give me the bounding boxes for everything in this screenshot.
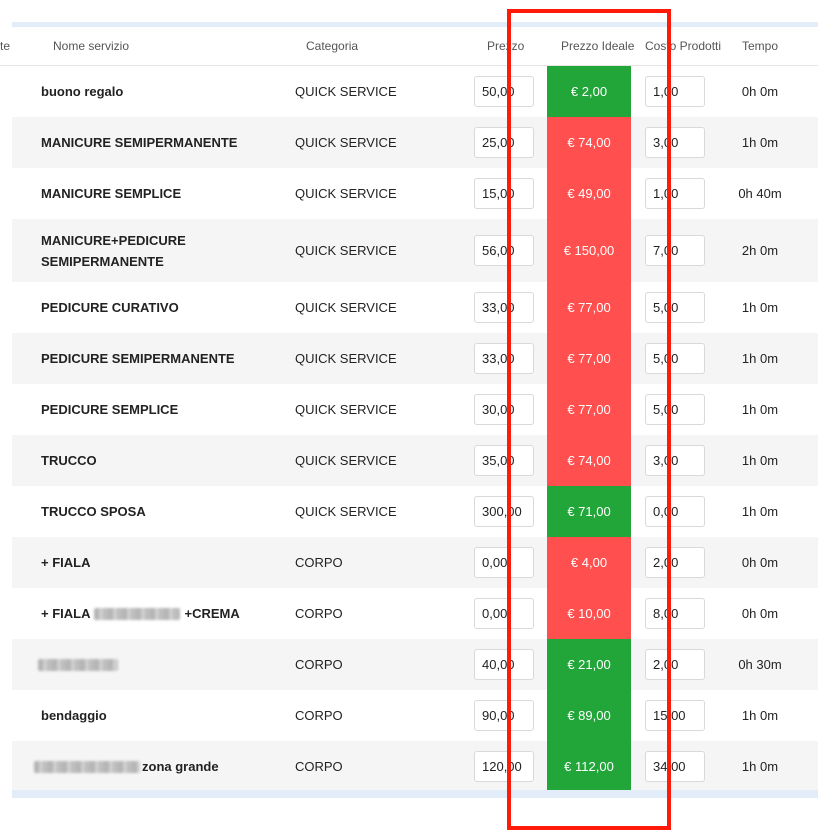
- ideal-price-cell: € 71,00: [547, 486, 631, 537]
- product-cost-input[interactable]: 3,00: [645, 445, 705, 476]
- service-category: QUICK SERVICE: [295, 504, 397, 519]
- table-row[interactable]: [0, 168, 818, 219]
- service-name: TRUCCO: [41, 453, 97, 468]
- header-name[interactable]: Nome servizio: [53, 39, 130, 53]
- header-category[interactable]: Categoria: [306, 39, 359, 53]
- ideal-price-cell: € 74,00: [547, 435, 631, 486]
- service-name-suffix: +CREMA: [184, 606, 240, 621]
- service-category: CORPO: [295, 657, 343, 672]
- product-cost-input[interactable]: 1,00: [645, 76, 705, 107]
- product-cost-input[interactable]: 5,00: [645, 343, 705, 374]
- product-cost-input[interactable]: 5,00: [645, 292, 705, 323]
- table-row[interactable]: [0, 333, 818, 384]
- service-name: MANICURE SEMIPERMANENTE: [41, 135, 238, 150]
- table-row[interactable]: [0, 282, 818, 333]
- table-row[interactable]: [0, 588, 818, 639]
- service-category: QUICK SERVICE: [295, 300, 397, 315]
- ideal-price-cell: € 21,00: [547, 639, 631, 690]
- ideal-price-cell: € 74,00: [547, 117, 631, 168]
- service-category: QUICK SERVICE: [295, 351, 397, 366]
- redacted-text: [34, 761, 140, 773]
- price-input[interactable]: 0,00: [474, 547, 534, 578]
- service-name: + FIALA: [41, 555, 91, 570]
- service-category: QUICK SERVICE: [295, 135, 397, 150]
- redacted-text: [94, 608, 180, 620]
- service-category: QUICK SERVICE: [295, 453, 397, 468]
- redacted-text: [38, 659, 118, 671]
- price-input[interactable]: 90,00: [474, 700, 534, 731]
- price-input[interactable]: 33,00: [474, 343, 534, 374]
- table-row[interactable]: [0, 435, 818, 486]
- header-partial-column[interactable]: te: [0, 39, 11, 53]
- service-category: QUICK SERVICE: [295, 243, 397, 258]
- product-cost-input[interactable]: 1,00: [645, 178, 705, 209]
- ideal-price-cell: € 77,00: [547, 333, 631, 384]
- price-input[interactable]: 120,00: [474, 751, 534, 782]
- price-input[interactable]: 40,00: [474, 649, 534, 680]
- table-bottom-border: [12, 790, 818, 798]
- table-row[interactable]: [0, 384, 818, 435]
- product-cost-input[interactable]: 34,00: [645, 751, 705, 782]
- product-cost-input[interactable]: 8,00: [645, 598, 705, 629]
- ideal-price-cell: € 49,00: [547, 168, 631, 219]
- service-name: PEDICURE SEMPLICE: [41, 402, 179, 417]
- product-cost-input[interactable]: 15,00: [645, 700, 705, 731]
- ideal-price-cell: € 2,00: [547, 66, 631, 117]
- product-cost-input[interactable]: 3,00: [645, 127, 705, 158]
- service-time: 1h 0m: [741, 402, 779, 417]
- price-input[interactable]: 33,00: [474, 292, 534, 323]
- service-name: PEDICURE SEMIPERMANENTE: [41, 351, 235, 366]
- price-input[interactable]: 30,00: [474, 394, 534, 425]
- service-time: 0h 0m: [741, 606, 779, 621]
- ideal-price-cell: € 10,00: [547, 588, 631, 639]
- service-name: [34, 741, 274, 792]
- price-input[interactable]: 35,00: [474, 445, 534, 476]
- service-category: QUICK SERVICE: [295, 84, 397, 99]
- price-input[interactable]: 50,00: [474, 76, 534, 107]
- service-category: CORPO: [295, 708, 343, 723]
- price-input[interactable]: 15,00: [474, 178, 534, 209]
- product-cost-input[interactable]: 7,00: [645, 235, 705, 266]
- service-category: QUICK SERVICE: [295, 186, 397, 201]
- services-table: [0, 27, 818, 792]
- service-name: [41, 219, 281, 282]
- service-name: [41, 588, 281, 639]
- service-category: CORPO: [295, 606, 343, 621]
- product-cost-input[interactable]: 0,00: [645, 496, 705, 527]
- header-product-cost[interactable]: Costo Prodotti: [645, 39, 722, 53]
- service-name: buono regalo: [41, 84, 124, 99]
- service-category: CORPO: [295, 759, 343, 774]
- service-time: 1h 0m: [741, 759, 779, 774]
- header-price[interactable]: Prezzo: [487, 39, 525, 53]
- service-time: 1h 0m: [741, 708, 779, 723]
- service-time: 0h 0m: [741, 84, 779, 99]
- table-row[interactable]: [0, 690, 818, 741]
- service-name-line-1: MANICURE+PEDICURE: [41, 232, 186, 248]
- ideal-price-cell: € 150,00: [547, 219, 631, 282]
- service-time: 1h 0m: [741, 300, 779, 315]
- product-cost-input[interactable]: 2,00: [645, 547, 705, 578]
- ideal-price-cell: € 77,00: [547, 282, 631, 333]
- service-name: PEDICURE CURATIVO: [41, 300, 179, 315]
- service-category: CORPO: [295, 555, 343, 570]
- product-cost-input[interactable]: 5,00: [645, 394, 705, 425]
- service-name: TRUCCO SPOSA: [41, 504, 146, 519]
- table-row[interactable]: [0, 66, 818, 117]
- price-input[interactable]: 56,00: [474, 235, 534, 266]
- ideal-price-cell: € 4,00: [547, 537, 631, 588]
- service-time: 1h 0m: [741, 135, 779, 150]
- service-name: bendaggio: [41, 708, 107, 723]
- table-row[interactable]: [0, 537, 818, 588]
- ideal-price-cell: € 89,00: [547, 690, 631, 741]
- price-input[interactable]: 300,00: [474, 496, 534, 527]
- product-cost-input[interactable]: 2,00: [645, 649, 705, 680]
- table-header: [0, 27, 818, 66]
- service-time: 1h 0m: [741, 453, 779, 468]
- table-row[interactable]: [0, 117, 818, 168]
- table-row[interactable]: [0, 639, 818, 690]
- table-row[interactable]: [0, 741, 818, 792]
- service-time: 2h 0m: [741, 243, 779, 258]
- price-input[interactable]: 0,00: [474, 598, 534, 629]
- ideal-price-cell: € 112,00: [547, 741, 631, 792]
- service-name: [38, 639, 278, 690]
- ideal-price-cell: € 77,00: [547, 384, 631, 435]
- price-input[interactable]: 25,00: [474, 127, 534, 158]
- header-time[interactable]: Tempo: [742, 39, 779, 53]
- table-row[interactable]: [0, 486, 818, 537]
- service-time: 1h 0m: [741, 504, 779, 519]
- service-name-prefix: + FIALA: [41, 606, 91, 621]
- service-time: 1h 0m: [741, 351, 779, 366]
- service-name-suffix: zona grande: [142, 759, 219, 774]
- service-time: 0h 0m: [741, 555, 779, 570]
- table-row[interactable]: [0, 219, 818, 282]
- header-ideal-price[interactable]: Prezzo Ideale: [561, 39, 635, 53]
- service-time: 0h 30m: [738, 657, 782, 672]
- service-category: QUICK SERVICE: [295, 402, 397, 417]
- service-name: MANICURE SEMPLICE: [41, 186, 182, 201]
- service-time: 0h 40m: [738, 186, 782, 201]
- service-name-line-2: SEMIPERMANENTE: [41, 253, 164, 269]
